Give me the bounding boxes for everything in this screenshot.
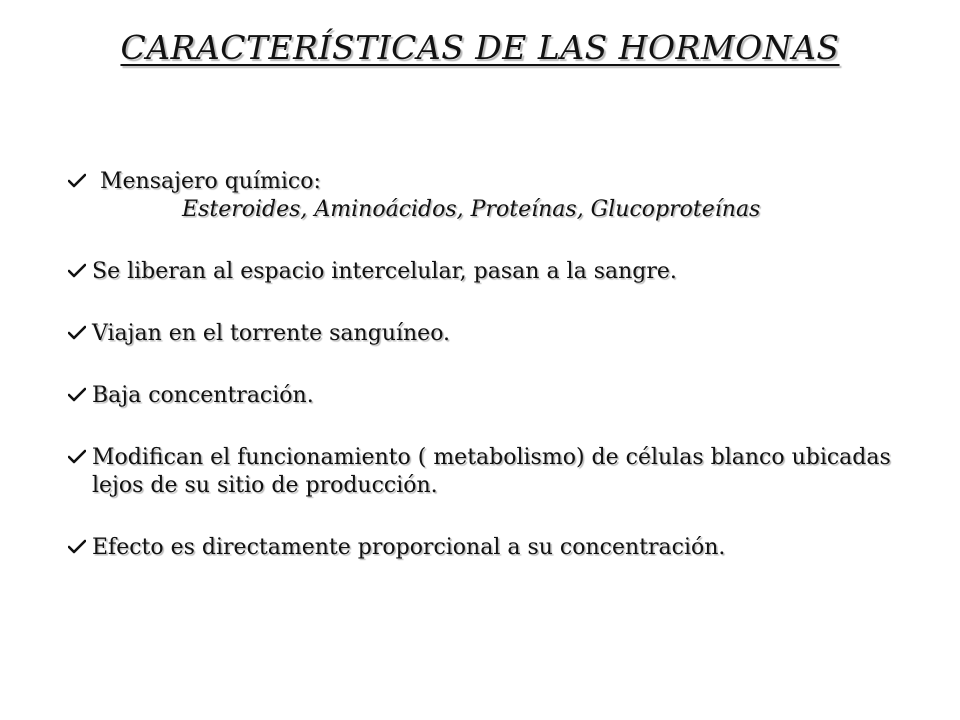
bullet-text: Se liberan al espacio intercelular, pasan a la sangre. xyxy=(92,259,677,284)
bullet-item xyxy=(68,168,928,224)
bullet-item xyxy=(68,534,928,562)
bullet-item xyxy=(68,258,928,286)
bullet-text: Baja concentración. xyxy=(92,383,314,408)
bullet-subtext: Esteroides, Aminoácidos, Proteínas, Glucoproteínas xyxy=(182,197,761,222)
checkmark-icon xyxy=(68,444,88,472)
checkmark-icon xyxy=(68,258,88,286)
bullet-text: Viajan en el torrente sanguíneo. xyxy=(92,321,451,346)
bullet-item xyxy=(68,382,928,410)
bullet-text: Modifican el funcionamiento ( metabolismo) de células blanco ubicadas lejos de su sitio de producción. xyxy=(92,445,891,498)
slide-title: CARACTERÍSTICAS DE LAS HORMONAS xyxy=(120,28,840,67)
checkmark-icon xyxy=(68,382,88,410)
checkmark-icon xyxy=(68,534,88,562)
bullet-text: Efecto es directamente proporcional a su concentración. xyxy=(92,535,726,560)
bullet-list xyxy=(68,168,928,562)
checkmark-icon xyxy=(68,320,88,348)
bullet-text: Mensajero químico: xyxy=(100,169,321,194)
checkmark-icon xyxy=(68,168,88,196)
bullet-item xyxy=(68,444,928,500)
bullet-item xyxy=(68,320,928,348)
